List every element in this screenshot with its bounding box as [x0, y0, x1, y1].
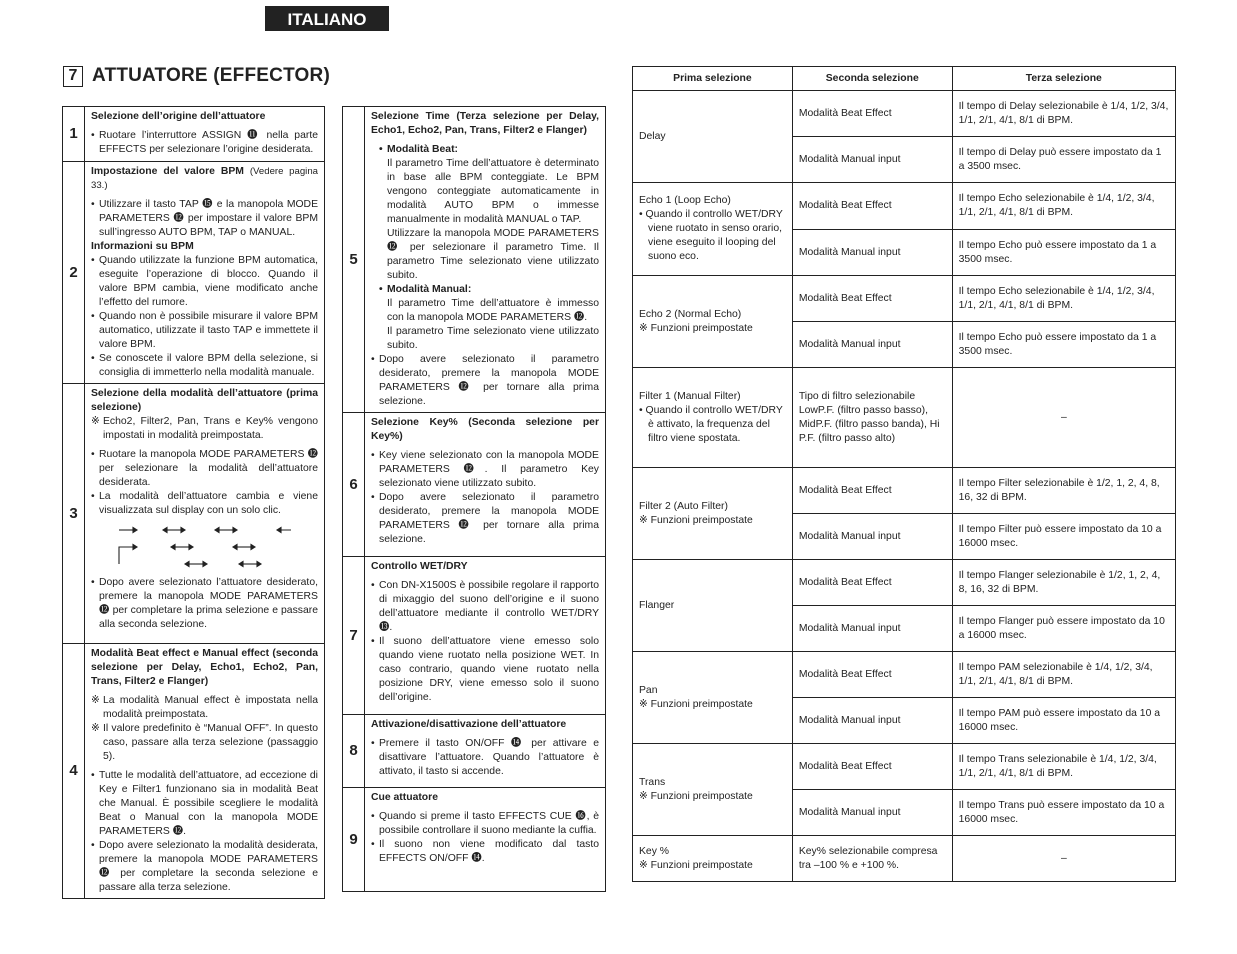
step-content — [85, 384, 325, 644]
cell-beat: Modalità Beat Effect — [792, 560, 952, 606]
cell-value: Il tempo di Delay può essere impostato da 1 a 3500 msec. — [952, 137, 1175, 183]
step-heading: Controllo WET/DRY — [371, 561, 468, 572]
row-echo2: Echo 2 (Normal Echo) ※ Funzioni preimpostate — [633, 276, 793, 368]
mode-cycle-arrows — [91, 524, 291, 568]
bullet: • Dopo avere selezionato il parametro desiderato, premere la manopola MODE PARAMETERS ⓬ per tornare alla prima selezione. — [371, 491, 599, 547]
bullet: • Tutte le modalità dell’attuatore, ad eccezione di Key e Filter1 funzionano sia in modalità Beat che Manual. È possibile scegliere le modalità Beat o Manual con la manopola MODE PARAMETERS ⓬. — [91, 769, 318, 839]
row-note: ※ Funzioni preimpostate — [639, 698, 753, 710]
bullet: • Con DN-X1500S è possibile regolare il rapporto di mixaggio del suono dell’origine e il suono dell’attuatore mediante il controllo WET/DRY ⓭. — [371, 579, 599, 635]
mode-cycle-diagram — [91, 524, 318, 568]
step-heading: Cue attuatore — [371, 792, 438, 803]
row-filter1: Filter 1 (Manual Filter) • Quando il controllo WET/DRY è attivato, la frequenza del filtro viene spostata. — [633, 368, 793, 468]
bullet: • Il suono non viene modificato dal tasto EFFECTS ON/OFF ⓮. — [371, 838, 599, 866]
cell-beat: Modalità Beat Effect — [792, 183, 952, 230]
bullet: • Utilizzare il tasto TAP ⓯ e la manopola MODE PARAMETERS ⓬ per impostare il valore BPM sull’ingresso AUTO BPM, TAP o MANUAL. — [91, 198, 318, 240]
cell-manual: Modalità Manual input — [792, 790, 952, 836]
row-note: ※ Funzioni preimpostate — [639, 514, 753, 526]
step-number: 7 — [343, 557, 365, 715]
step-number: 4 — [63, 644, 85, 899]
sub-text: Il parametro Time dell’attuatore è determinato in base alle BPM conteggiate. Le BPM vengono conteggiate automaticamente in modalità AUTO BPM o immesse manualmente in modalità MANUAL o TAP. — [387, 158, 599, 225]
section-heading: ATTUATORE (EFFECTOR) — [92, 65, 330, 86]
sub-title: • Modalità Manual: — [379, 283, 599, 297]
cell-value: Il tempo Echo selezionabile è 1/4, 1/2, 3/4, 1/1, 2/1, 4/1, 8/1 di BPM. — [952, 276, 1175, 322]
cell-value: Il tempo Trans può essere impostato da 10 a 16000 msec. — [952, 790, 1175, 836]
step-content — [365, 413, 606, 557]
row-trans: Trans ※ Funzioni preimpostate — [633, 744, 793, 836]
step-content — [365, 107, 606, 413]
note: ※ La modalità Manual effect è impostata nella modalità preimpostata. — [91, 694, 318, 722]
step-heading: Selezione dell’origine dell’attuatore — [91, 111, 266, 122]
row-key: Key % ※ Funzioni preimpostate — [633, 836, 793, 882]
step-heading: Impostazione del valore BPM (Vedere pagina 33.) — [91, 166, 318, 191]
section-title — [63, 64, 330, 88]
row-delay: Delay — [633, 91, 793, 183]
cell-value: Il tempo Flanger può essere impostato da 10 a 16000 msec. — [952, 606, 1175, 652]
bullet: • Quando non è possibile misurare il valore BPM automatico, utilizzate il tasto TAP e immettete il valore BPM. — [91, 310, 318, 352]
sub-text: Il parametro Time selezionato viene utilizzato subito. — [387, 326, 599, 351]
cell-key-range: Key% selezionabile compresa tra –100 % e +100 %. — [792, 836, 952, 882]
cell-value: Il tempo Echo può essere impostato da 1 a 3500 msec. — [952, 230, 1175, 276]
step-subheading: Informazioni su BPM — [91, 241, 194, 252]
bullet: • Premere il tasto ON/OFF ⓮ per attivare e disattivare l’attuatore. Quando l’attuatore è attivato, il tasto si accende. — [371, 737, 599, 779]
cell-value: Il tempo Flanger selezionabile è 1/2, 1, 2, 4, 8, 16, 32 di BPM. — [952, 560, 1175, 606]
cell-beat: Modalità Beat Effect — [792, 468, 952, 514]
bullet: • Dopo avere selezionato il parametro desiderato, premere la manopola MODE PARAMETERS ⓬ per tornare alla prima selezione. — [371, 353, 599, 409]
bullet: • Ruotare l’interruttore ASSIGN ⓫ nella parte EFFECTS per selezionare l’origine desiderata. — [91, 129, 318, 157]
cell-manual: Modalità Manual input — [792, 137, 952, 183]
row-echo1: Echo 1 (Loop Echo) • Quando il controllo WET/DRY viene ruotato in senso orario, viene eseguito il looping del suono eco. — [633, 183, 793, 276]
sub-title: • Modalità Beat: — [379, 143, 599, 157]
cell-value: Il tempo Filter può essere impostato da 10 a 16000 msec. — [952, 514, 1175, 560]
bullet: • Il suono dell’attuatore viene emesso solo quando viene ruotato nella posizione WET. In caso contrario, quando viene ruotato nella posizione DRY, viene emesso solo il suono dell’origine. — [371, 635, 599, 705]
effect-selection-table — [632, 66, 1176, 882]
step-content — [85, 107, 325, 162]
step-heading-note: (Vedere pagina 33.) — [91, 166, 318, 191]
cell-value: Il tempo Trans selezionabile è 1/4, 1/2, 3/4, 1/1, 2/1, 4/1, 8/1 di BPM. — [952, 744, 1175, 790]
step-content — [365, 715, 606, 788]
bullet: • Ruotare la manopola MODE PARAMETERS ⓬ per selezionare la modalità dell’attuatore desiderata. — [91, 448, 318, 490]
steps-table-left — [62, 106, 325, 899]
step-number: 5 — [343, 107, 365, 413]
column-header: Terza selezione — [952, 67, 1175, 91]
note: ※ Il valore predefinito è “Manual OFF”. In questo caso, passare alla terza selezione (passaggio 5). — [91, 722, 318, 764]
step-number: 2 — [63, 162, 85, 384]
beat-mode-block — [371, 143, 599, 353]
step-heading: Modalità Beat effect e Manual effect (seconda selezione per Delay, Echo1, Echo2, Pan, Trans, Filter2 e Flanger) — [91, 648, 318, 687]
bullet: • Dopo avere selezionato l’attuatore desiderato, premere la manopola MODE PARAMETERS ⓬ per completare la prima selezione e passare alla seconda selezione. — [91, 576, 318, 632]
row-note: ※ Funzioni preimpostate — [639, 859, 753, 871]
cell-manual: Modalità Manual input — [792, 230, 952, 276]
step-content — [365, 557, 606, 715]
row-note: ※ Funzioni preimpostate — [639, 322, 753, 334]
row-flanger: Flanger — [633, 560, 793, 652]
cell-empty: – — [952, 368, 1175, 468]
cell-value: Il tempo Echo selezionabile è 1/4, 1/2, 3/4, 1/1, 2/1, 4/1, 8/1 di BPM. — [952, 183, 1175, 230]
step-heading: Selezione della modalità dell’attuatore (prima selezione) — [91, 388, 318, 413]
cell-manual: Modalità Manual input — [792, 514, 952, 560]
step-content — [85, 162, 325, 384]
step-number: 6 — [343, 413, 365, 557]
column-header: Prima selezione — [633, 67, 793, 91]
cell-value: Il tempo PAM selezionabile è 1/4, 1/2, 3/4, 1/1, 2/1, 4/1, 8/1 di BPM. — [952, 652, 1175, 698]
cell-beat: Modalità Beat Effect — [792, 276, 952, 322]
step-heading: Selezione Key% (Seconda selezione per Key%) — [371, 417, 599, 442]
note: ※ Echo2, Filter2, Pan, Trans e Key% vengono impostati in modalità preimpostata. — [91, 415, 318, 443]
bullet: • La modalità dell’attuatore cambia e viene visualizzata sul display con un solo clic. — [91, 490, 318, 518]
step-number: 3 — [63, 384, 85, 644]
bullet: • Key viene selezionato con la manopola MODE PARAMETERS ⓬. Il parametro Key selezionato viene utilizzato subito. — [371, 449, 599, 491]
step-heading: Attivazione/disattivazione dell’attuatore — [371, 719, 567, 730]
cell-value: Il tempo di Delay selezionabile è 1/4, 1/2, 3/4, 1/1, 2/1, 4/1, 8/1 di BPM. — [952, 91, 1175, 137]
row-note: ※ Funzioni preimpostate — [639, 790, 753, 802]
cell-beat: Modalità Beat Effect — [792, 91, 952, 137]
bullet: • Quando si preme il tasto EFFECTS CUE ⓰, è possibile controllare il suono mediante la cuffia. — [371, 810, 599, 838]
cell-manual: Modalità Manual input — [792, 698, 952, 744]
step-content — [85, 644, 325, 899]
cell-manual: Modalità Manual input — [792, 606, 952, 652]
row-note: • Quando il controllo WET/DRY viene ruotato in senso orario, viene eseguito il looping del suono eco. — [639, 209, 783, 262]
bullet: • Dopo avere selezionato la modalità desiderata, premere la manopola MODE PARAMETERS ⓬ per completare la seconda selezione e passare alla terza selezione. — [91, 839, 318, 895]
step-number: 1 — [63, 107, 85, 162]
row-note: • Quando il controllo WET/DRY è attivato, la frequenza del filtro viene spostata. — [639, 404, 783, 444]
steps-table-middle — [342, 106, 606, 892]
cell-empty: – — [952, 836, 1175, 882]
cell-manual: Modalità Manual input — [792, 322, 952, 368]
section-number: 7 — [63, 66, 83, 87]
bullet: • Se conoscete il valore BPM della selezione, si consiglia di immetterlo nella modalità manuale. — [91, 352, 318, 380]
language-tab: ITALIANO — [265, 6, 389, 31]
step-number: 9 — [343, 788, 365, 892]
cell-value: Il tempo Filter selezionabile è 1/2, 1, 2, 4, 8, 16, 32 di BPM. — [952, 468, 1175, 514]
bullet: • Quando utilizzate la funzione BPM automatica, eseguite l’operazione di blocco. Quando il valore BPM cambia, viene modificato anche l’effetto del rumore. — [91, 254, 318, 310]
cell-filter-types: Tipo di filtro selezionabile LowP.F. (filtro passo basso), MidP.F. (filtro passo banda), Hi P.F. (filtro passo alto) — [792, 368, 952, 468]
column-header: Seconda selezione — [792, 67, 952, 91]
sub-text: Il parametro Time dell’attuatore è immesso con la manopola MODE PARAMETERS ⓬. — [387, 298, 599, 323]
step-heading: Selezione Time (Terza selezione per Delay, Echo1, Echo2, Pan, Trans, Filter2 e Flanger) — [371, 111, 599, 136]
step-number: 8 — [343, 715, 365, 788]
row-filter2: Filter 2 (Auto Filter) ※ Funzioni preimpostate — [633, 468, 793, 560]
sub-text: Utilizzare la manopola MODE PARAMETERS ⓬ per selezionare il parametro Time. Il parametro Time selezionato viene utilizzato subito. — [387, 228, 599, 281]
row-pan: Pan ※ Funzioni preimpostate — [633, 652, 793, 744]
cell-beat: Modalità Beat Effect — [792, 652, 952, 698]
cell-value: Il tempo PAM può essere impostato da 10 a 16000 msec. — [952, 698, 1175, 744]
cell-beat: Modalità Beat Effect — [792, 744, 952, 790]
cell-value: Il tempo Echo può essere impostato da 1 a 3500 msec. — [952, 322, 1175, 368]
step-content — [365, 788, 606, 892]
